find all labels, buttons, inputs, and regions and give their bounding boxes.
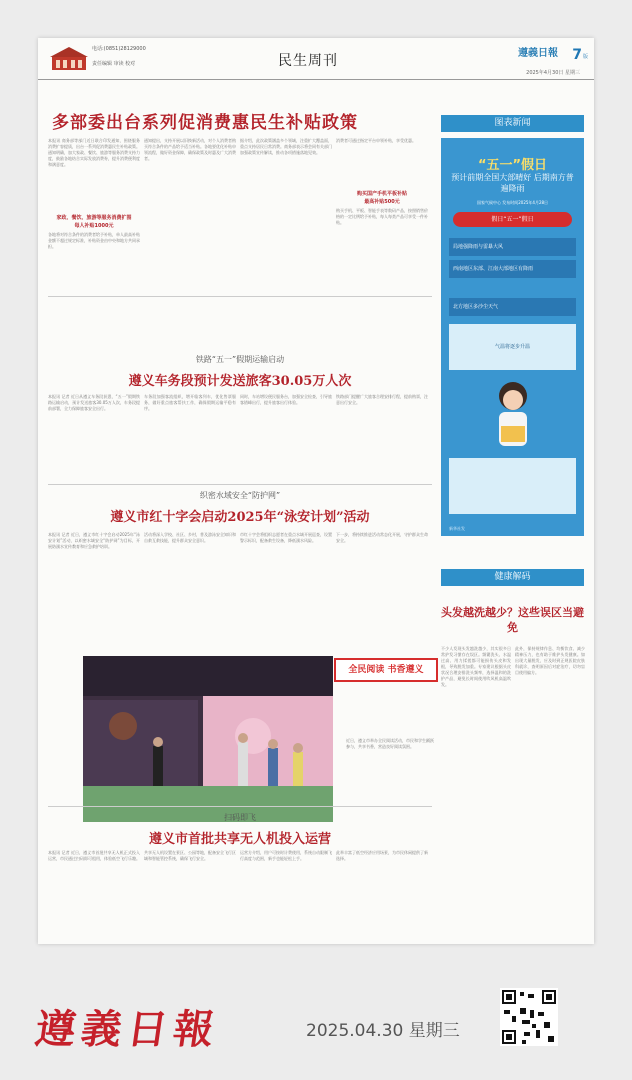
section-title: 民生周刊: [278, 53, 338, 69]
health-body-col1: 不少人发现头发越洗越少，其实很多日常护发习惯存在误区。频繁洗头、水温过高、用力揉搓都可能损伤头皮和发根，导致脱发加重。专家建议根据头皮状况合理安排洗头频率，选择温和的洗护产品，避免长时间使用吹风机高温吹发。: [441, 646, 511, 687]
redcross-body-col3: 市红十字会将组织志愿者在重点水域开展巡查，设置警示标识，配备救生设备，降低溺水风险。: [240, 532, 332, 543]
building-logo-icon: [50, 46, 88, 72]
infographic-source: 国家气候中心 发布时间2025年4月28日: [476, 200, 549, 205]
infographic-cta: 气温将逐步升温: [449, 324, 576, 370]
redcross-headline: 遵义市红十字会启动2025年“泳安计划”活动: [110, 510, 370, 525]
header-date: 2025年4月30日 星期三: [526, 70, 580, 76]
health-tag: 健康解码: [441, 569, 584, 586]
health-body-col2: 此外，保持规律作息、均衡饮食、减少精神压力，也有助于维护头发健康。如出现大量脱发，应及时到正规医院皮肤科就诊，查明原因后对症治疗，切勿盲目使用偏方。: [515, 646, 585, 675]
footer-masthead: 遵義日報: [32, 1006, 223, 1053]
newspaper-page: [38, 38, 594, 944]
infographic-footer: 新华社发: [449, 526, 465, 531]
editors-text: 责任编辑 审读 校对: [92, 61, 136, 67]
reading-ribbon: 全民阅读 书香遵义: [334, 658, 438, 682]
infographic-panel: [441, 138, 584, 536]
lead-subhead-4: 最高补贴500元: [364, 199, 400, 205]
drone-body-col1: 本报讯 记者 近日，遵义市首批共享无人机正式投入运营，市民通过扫码即可租用，体验低空飞行乐趣。: [48, 850, 140, 861]
redcross-kicker: 织密水域安全“防护网”: [199, 491, 281, 500]
lead-subhead-1: 家政、餐饮、旅游等服务消费扩围: [56, 215, 132, 221]
rail-body-col4: 铁路部门提醒广大旅客合理安排行程，提前购票，注意出行安全。: [336, 394, 428, 405]
lead-body-col1b: 各地将对符合条件的消费者给予补贴，单人最高补贴金额不超过规定标准，补贴资金由中央和地方共同承担。: [48, 232, 140, 249]
rail-headline: 遵义车务段预计发送旅客30.05万人次: [128, 374, 352, 389]
lead-body-col1: 本报讯 商务部等部门近日联合印发通知，围绕服务消费扩容提质，出台一系列促消费惠民生补贴政策。通知明确，加大家政、餐饮、旅游等服务消费支持力度，鼓励各地结合实际发放消费券，提升消费便利度和满意度。: [48, 138, 140, 167]
drone-kicker: 扫码即飞: [224, 813, 256, 822]
lead-body-col3: 据介绍，此次政策涵盖多个领域，注重扩大覆盖面，重点支持居民日常消费。商务部表示将会同有关部门加强政策宣传解读，推动各项措施落地见效。: [240, 138, 332, 155]
divider: [48, 806, 432, 807]
drone-body-col3: 运营方介绍，用户可按时计费使用，系统自动限制飞行高度与范围，新手也能轻松上手。: [240, 850, 332, 861]
reading-event-photo: [83, 656, 333, 822]
redcross-body-col2: 活动将深入学校、社区、乡村，普及游泳安全知识和自救互救技能，提升群众安全意识。: [144, 532, 236, 543]
drone-body-col2: 共享无人机设置在景区、公园等地，配备安全飞行区域和智能管控系统，确保飞行安全。: [144, 850, 236, 861]
masthead-small: 遵義日報: [518, 48, 558, 59]
rail-body-col3: 同时，车站增设便民服务台，加强安全检查，引导旅客错峰出行，提升旅客出行体验。: [240, 394, 332, 405]
divider: [48, 484, 432, 485]
page-unit: 版: [582, 54, 588, 60]
photo-caption: 近日，遵义市举办全民阅读活动，市民和学生踊跃参与，共享书香，营造良好阅读氛围。: [346, 738, 434, 749]
stage-photo-icon: [83, 656, 333, 822]
rail-body-col2: 车务段加强客流组织，增开临客列车，优化售票服务，做好重点旅客帮扶工作，确保假期运输平稳有序。: [144, 394, 236, 411]
qr-code-icon[interactable]: [500, 988, 558, 1046]
lead-subhead-3: 购买国产手机平板补贴: [356, 191, 407, 197]
drone-headline: 遵义市首批共享无人机投入运营: [148, 832, 331, 847]
footer-date: 2025.04.30 星期三: [306, 1021, 460, 1041]
hotline-text: 电话:(0851)28129000: [92, 46, 146, 52]
infographic-title: “五一”假日: [477, 158, 548, 173]
divider: [48, 296, 432, 297]
redcross-body-col4: 下一步，将持续推进活动常态化开展，守护群众生命安全。: [336, 532, 428, 543]
rail-kicker: 铁路“五一”假期运输启动: [195, 355, 285, 364]
page-header: [38, 38, 594, 80]
lead-body-col2: 通知提出，支持开展以旧换新活动，对个人消费者购买符合条件的产品给予适当补贴。各地要优化补贴申领流程，做好资金保障，确保政策及时惠及广大消费者。: [144, 138, 236, 161]
lead-subhead-2: 每人补贴1000元: [74, 223, 114, 229]
lead-body-col4b: 购买手机、平板、智能手表等数码产品，按照销售价格的一定比例给予补贴，每人每类产品可享受一件补贴。: [336, 208, 428, 225]
page-number: 7: [572, 47, 582, 63]
rail-body-col1: 本报讯 记者 近日从遵义车务段获悉，“五一”假期铁路运输启动，预计发送旅客30.05万人次，车务段提前部署，全力保障旅客安全出行。: [48, 394, 140, 411]
lead-headline: 多部委出台系列促消费惠民生补贴政策: [52, 113, 358, 133]
infographic-row-1: 局地强降雨与雷暴大风: [449, 238, 576, 256]
health-headline: 头发越洗越少？这些误区当避免: [441, 606, 584, 634]
infographic-row-2: 西南地区东部、江南大部地区有降雨: [449, 260, 576, 278]
girl-illustration-icon: [471, 374, 555, 454]
infographic-card: [449, 458, 576, 514]
infographic-subtitle: 预计前期全国大部晴好 后期南方普遍降雨: [451, 173, 574, 193]
lead-body-col4a: 消费者可通过指定平台申领补贴，享受优惠。: [336, 138, 416, 143]
redcross-body-col1: 本报讯 记者 近日，遵义市红十字会启动2025年“泳安计划”活动，以织密水域安全“防护网”为目标，开展防溺水宣传教育和应急救护培训。: [48, 532, 140, 549]
drone-body-col4: 此举丰富了低空经济应用场景，为市民休闲提供了新选择。: [336, 850, 428, 861]
infographic-badge: 假日“五一”假日: [453, 212, 572, 227]
infographic-row-3: 北方地区多沙尘天气: [449, 298, 576, 316]
infographic-tag: 图表新闻: [441, 115, 584, 132]
